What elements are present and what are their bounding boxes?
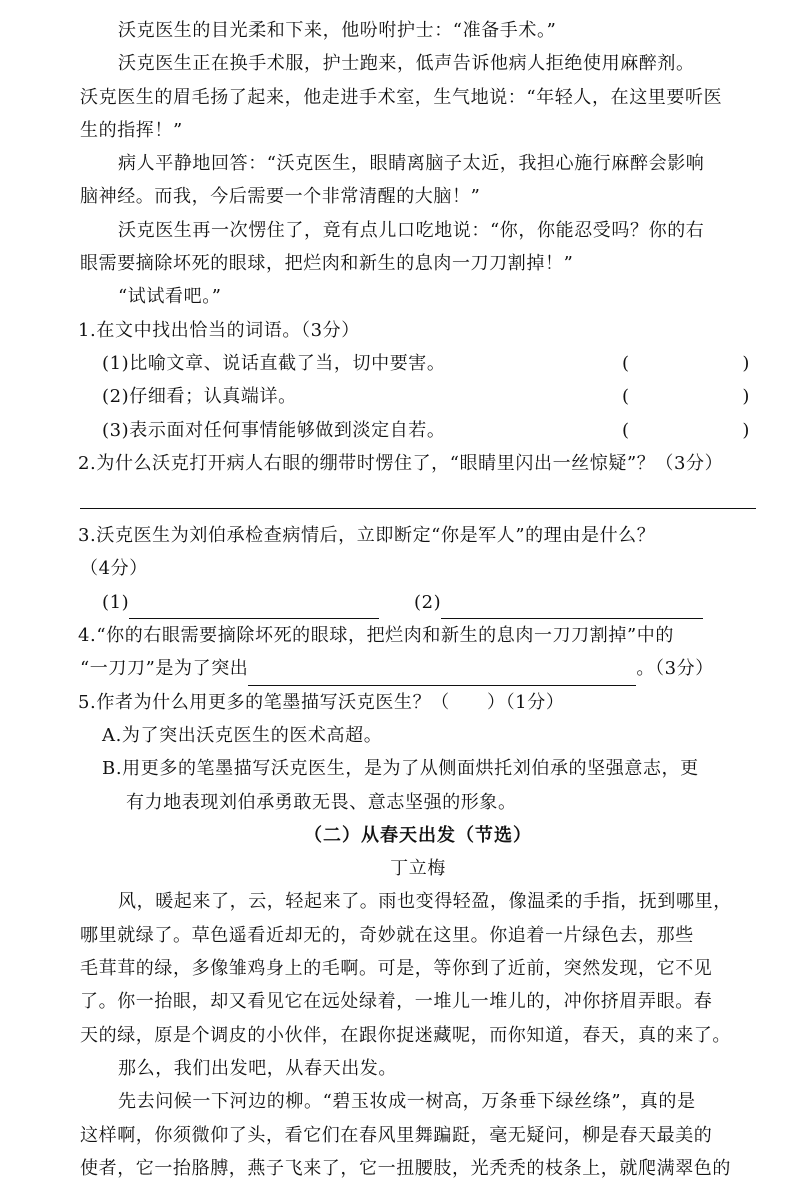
question-5: [80, 686, 756, 819]
paragraph-line: 使者，它一抬胳膊，燕子飞来了，它一扭腰肢，光秃秃的枝条上，就爬满翠色的: [80, 1157, 731, 1179]
question-3: [80, 519, 756, 619]
paragraph-line: 沃克医生的目光柔和下来，他吩咐护士：“准备手术。”: [118, 20, 557, 41]
paragraph-line: 毛茸茸的绿，多像雏鸡身上的毛啊。可是，等你到了近前，突然发现，它不见: [80, 958, 713, 980]
author: 丁立梅: [390, 858, 446, 880]
blank-label-2: (2): [413, 591, 442, 613]
option-b-continued: 有力地表现刘伯承勇敢无畏、意志坚强的形象。: [126, 791, 517, 813]
question-2: [80, 447, 756, 509]
answer-blank-1[interactable]: [129, 594, 379, 619]
item-text: (2)仔细看；认真端详。: [102, 386, 297, 408]
paragraph-line: 哪里就绿了。草色遥看近却无的，奇妙就在这里。你追着一片绿色去，那些: [80, 924, 694, 946]
paragraph-line: “试试看吧。”: [118, 286, 222, 308]
question-4: [80, 619, 756, 686]
answer-line[interactable]: [80, 480, 756, 509]
paragraph-line: 这样啊，你须微仰了头，看它们在春风里舞蹁跹，毫无疑问，柳是春天最美的: [80, 1124, 713, 1146]
paragraph-line: 天的绿，原是个调皮的小伙伴，在跟你捉迷藏呢，而你知道，春天，真的来了。: [80, 1024, 731, 1046]
question-text: 1.在文中找出恰当的词语。（3分）: [78, 319, 360, 341]
paragraph-line: 生的指挥！”: [80, 119, 183, 141]
answer-blanks-row: [80, 586, 756, 619]
answer-item: [80, 347, 756, 380]
question-1: [80, 314, 756, 447]
answer-parentheses[interactable]: ( ): [622, 352, 750, 374]
paragraph-line: 风，暖起来了，云，轻起来了。雨也变得轻盈，像温柔的手指，抚到哪里，: [118, 891, 732, 913]
answer-suffix: 。（3分）: [636, 658, 714, 680]
section-2: [80, 819, 756, 1185]
item-text: (1)比喻文章、说话直截了当，切中要害。: [102, 352, 446, 374]
question-text: 2.为什么沃克打开病人右眼的绷带时愣住了，“眼睛里闪出一丝惊疑”？（3分）: [78, 452, 724, 474]
question-points: （4分）: [80, 558, 148, 580]
answer-prefix: “一刀刀”是为了突出: [80, 658, 249, 680]
paragraph-line: 先去问候一下河边的柳。“碧玉妆成一树高，万条垂下绿丝绦”，真的是: [118, 1091, 696, 1113]
question-text: 3.沃克医生为刘伯承检查病情后，立即断定“你是军人”的理由是什么？: [78, 525, 656, 547]
question-text: 4.“你的右眼需要摘除坏死的眼球，把烂肉和新生的息肉一刀刀割掉”中的: [78, 625, 674, 647]
option-b[interactable]: B.用更多的笔墨描写沃克医生，是为了从侧面烘托刘伯承的坚强意志，更: [102, 758, 699, 780]
paragraph-line: 眼需要摘除坏死的眼球，把烂肉和新生的息肉一刀刀割掉！”: [80, 253, 574, 275]
paragraph-line: 那么，我们出发吧，从春天出发。: [118, 1057, 397, 1079]
paragraph-line: 脑神经。而我，今后需要一个非常清醒的大脑！”: [80, 186, 481, 208]
answer-parentheses[interactable]: ( ): [622, 386, 750, 408]
paragraph-line: 了。你一抬眼，却又看见它在远处绿着，一堆儿一堆儿的，冲你挤眉弄眼。春: [80, 991, 713, 1013]
answer-parentheses[interactable]: ( ): [622, 419, 750, 441]
paragraph-line: 沃克医生正在换手术服，护士跑来，低声告诉他病人拒绝使用麻醉剂。: [118, 53, 695, 75]
passage-1: [80, 14, 756, 314]
question-text: 5.作者为什么用更多的笔墨描写沃克医生？（ ）（1分）: [78, 691, 565, 713]
answer-item: [80, 380, 756, 413]
answer-blank-2[interactable]: [441, 594, 703, 619]
paragraph-line: 沃克医生再一次愣住了，竟有点儿口吃地说：“你，你能忍受吗？你的右: [118, 219, 705, 241]
answer-blank[interactable]: [248, 661, 636, 686]
paragraph-line: 沃克医生的眉毛扬了起来，他走进手术室，生气地说：“年轻人，在这里要听医: [80, 86, 723, 108]
answer-item: [80, 414, 756, 447]
blank-label-1: (1): [102, 591, 130, 613]
paragraph-line: 病人平静地回答：“沃克医生，眼睛离脑子太近，我担心施行麻醉会影响: [118, 153, 705, 175]
option-a[interactable]: A.为了突出沃克医生的医术高超。: [102, 724, 383, 746]
answer-row: [80, 652, 756, 685]
item-text: (3)表示面对任何事情能够做到淡定自若。: [102, 419, 446, 441]
section-title: （二）从春天出发（节选）: [304, 824, 532, 846]
